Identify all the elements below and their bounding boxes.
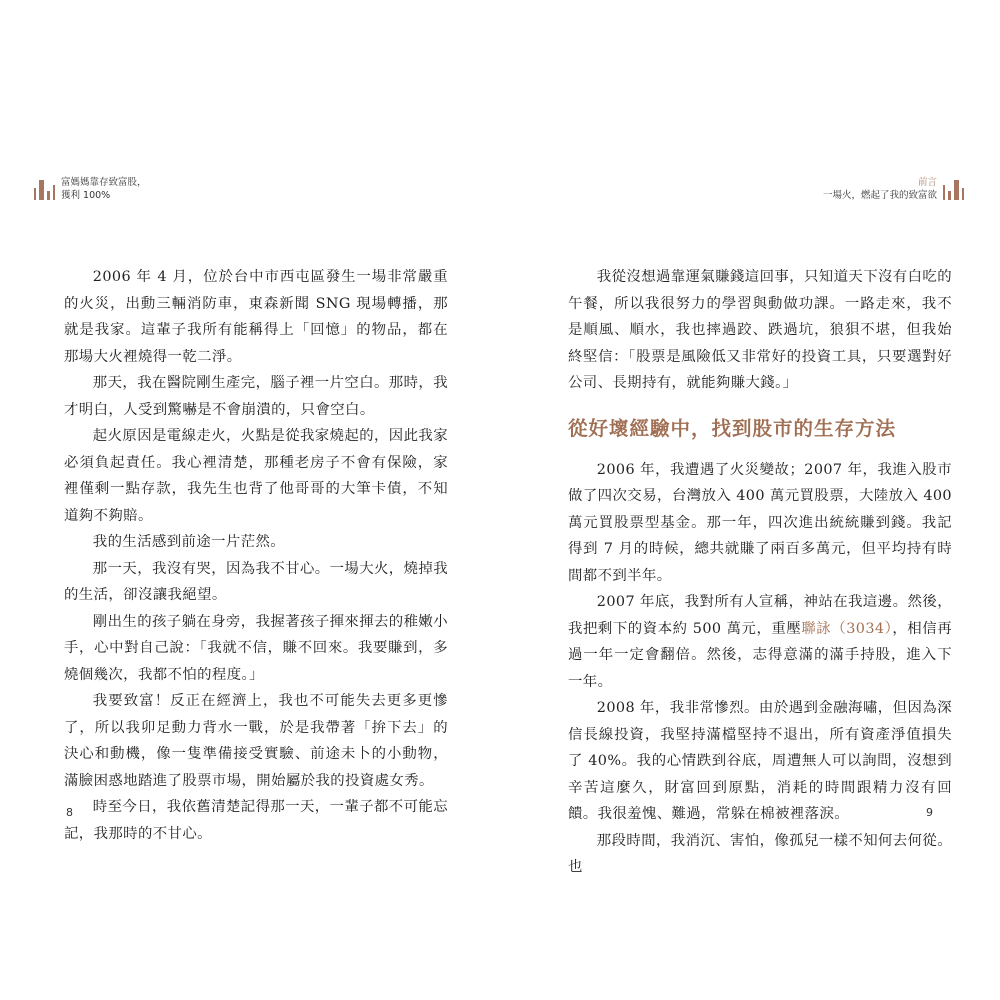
right-header-text	[823, 176, 937, 202]
stock-highlight: 聯詠（3034）	[801, 620, 893, 637]
paragraph: 那一天，我沒有哭，因為我不甘心。一場大火，燒掉我的生活，卻沒讓我絕望。	[64, 560, 448, 603]
paragraph	[568, 589, 952, 695]
paragraph: 我要致富！反正在經濟上，我也不可能失去更多更慘了，所以我卯足動力背水一戰，於是我帶著「拚下去」的決心和動機，像一隻準備接受實驗、前途未卜的小動物，滿臉困惑地踏進了股票市場，開始屬於我的投資處女秀。	[64, 693, 448, 789]
paragraph: 2006 年，我遭遇了火災變故；2007 年，我進入股市做了四次交易，台灣放入 400 萬元買股票，大陸放入 400 萬元買股票型基金。那一年，四次進出統統賺到錢。我記得到 7 月的時候，總共就賺了兩百多萬元，但平均持有時間都不到半年。	[568, 461, 952, 584]
chapter-label: 前言	[917, 177, 937, 188]
book-title-line2: 獲利 100%	[61, 190, 111, 201]
paragraph: 起火原因是電線走火，火點是從我家燒起的，因此我家必須負起責任。我心裡清楚，那種老房子不會有保險，家裡僅剩一點存款，我先生也背了他哥哥的大筆卡債，不知道夠不夠賠。	[64, 428, 448, 524]
paragraph: 那天，我在醫院剛生產完，腦子裡一片空白。那時，我才明白，人受到驚嚇是不會崩潰的，只會空白。	[64, 375, 448, 418]
right-page	[500, 0, 1000, 1000]
page-number-right: 9	[926, 806, 933, 819]
page-number-left: 8	[66, 806, 73, 819]
paragraph: 我從沒想過靠運氣賺錢這回事，只知道天下沒有白吃的午餐，所以我很努力的學習與動做功課。一路走來，我不是順風、順水，我也摔過跤、跌過坑，狼狽不堪，但我始終堅信：「股票是風險低又非常好的投資工具，只要選對好公司、長期持有，就能夠賺大錢。」	[568, 269, 952, 391]
paragraph: 剛出生的孩子躺在身旁，我握著孩子揮來揮去的稚嫩小手，心中對自己說：「我就不信，賺不回來。我要賺到，多燒個幾次，我都不怕的程度。」	[64, 613, 448, 683]
chapter-title: 一場火，燃起了我的致富欲	[822, 190, 937, 201]
paragraph: 時至今日，我依舊清楚記得那一天，一輩子都不可能忘記，我那時的不甘心。	[64, 799, 448, 842]
decor-bars-icon	[34, 178, 55, 200]
book-title-line1: 富媽媽靠存致富股，	[61, 177, 147, 188]
decor-bars-icon	[943, 178, 964, 200]
paragraph: 我的生活感到前途一片茫然。	[92, 534, 286, 550]
left-header-text	[61, 176, 147, 202]
paragraph-text: ，相信再過一年一定會翻倍。然後，志得意滿的滿手持股，進入下一年。	[568, 620, 952, 690]
left-body-text	[64, 264, 448, 847]
left-running-header	[34, 176, 147, 202]
right-running-header	[823, 176, 964, 202]
paragraph-text: 2007 年底，我對所有人宣稱，神站在我這邊。然後，我把剩下的資本約 500 萬元，重壓	[568, 594, 952, 637]
paragraph: 那段時間，我消沉、害怕，像孤兒一樣不知何去何從。也	[568, 832, 952, 875]
paragraph: 2008 年，我非常慘烈。由於遇到金融海嘯，但因為深信長線投資，我堅持滿檔堅持不退出，所有資產淨值損失了 40%。我的心情跌到谷底，周遭無人可以詢問，沒想到辛苦這麼久，財富回到原點，消耗的時間跟精力沒有回饋。我很羞愧、難過，常躲在棉被裡落淚。	[568, 700, 952, 822]
section-heading: 從好壞經驗中，找到股市的生存方法	[568, 416, 897, 440]
right-body-text	[568, 264, 952, 881]
paragraph: 2006 年 4 月，位於台中市西屯區發生一場非常嚴重的火災，出動三輛消防車，東森新聞 SNG 現場轉播，那就是我家。這輩子我所有能稱得上「回憶」的物品，都在那場大火裡燒得一乾二淨。	[64, 269, 448, 365]
